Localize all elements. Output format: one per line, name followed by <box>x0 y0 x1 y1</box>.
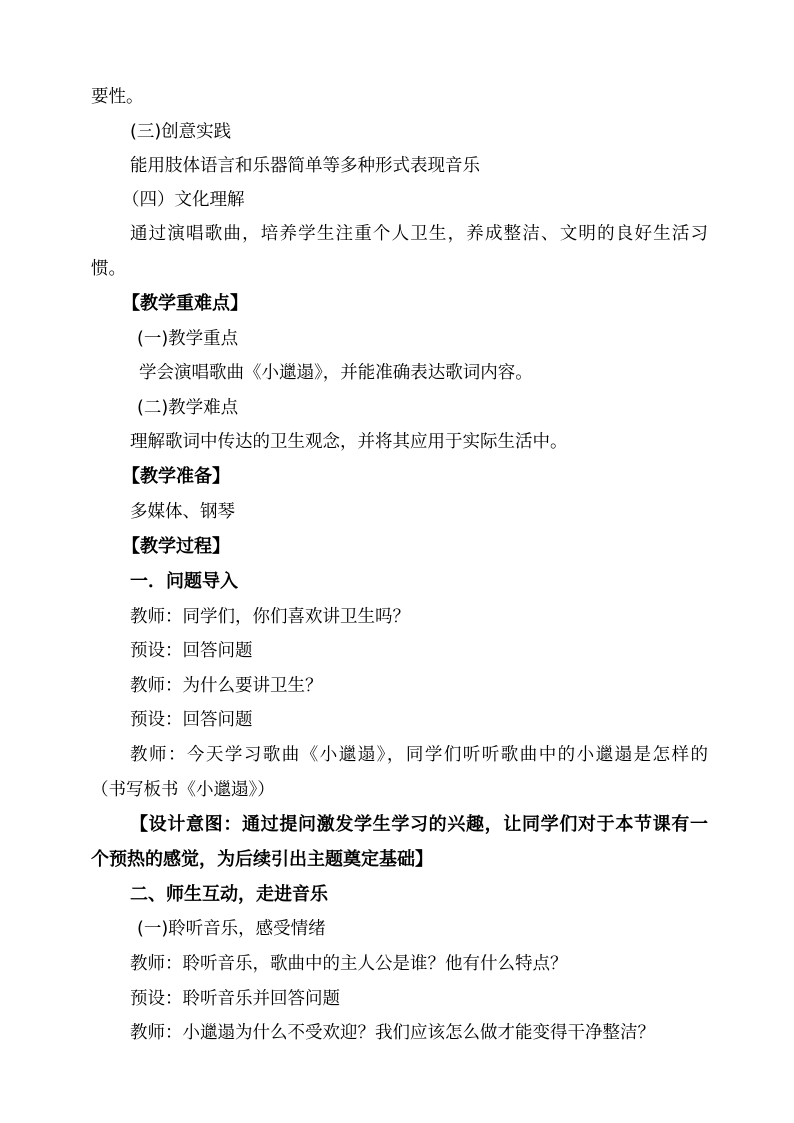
step-title-question-intro: 一．问题导入 <box>130 571 238 592</box>
section-title-teaching-preparation: 【教学准备】 <box>122 466 230 487</box>
subheading-listen-music: (一)聆听音乐，感受情绪 <box>137 919 326 939</box>
dialogue-line: 教师：同学们，你们喜欢讲卫生吗？ <box>130 607 410 627</box>
text-line: 理解歌词中传达的卫生观念，并将其应用于实际生活中。 <box>130 432 568 452</box>
text-line: 要性。 <box>91 87 144 107</box>
text-line: 能用肢体语言和乐器简单等多种形式表现音乐 <box>130 156 480 176</box>
dialogue-line: 预设：聆听音乐并回答问题 <box>130 989 340 1009</box>
text-line: 惯。 <box>91 259 126 279</box>
text-line: 通过演唱歌曲，培养学生注重个人卫生，养成整洁、文明的良好生活习 <box>130 224 708 244</box>
dialogue-line: 教师：聆听音乐，歌曲中的主人公是谁？他有什么特点？ <box>130 954 568 974</box>
dialogue-line: 教师：今天学习歌曲《小邋遢》，同学们听听歌曲中的小邋遢是怎样的 <box>130 745 708 765</box>
text-line: 多媒体、钢琴 <box>130 502 235 522</box>
design-intent-note-continued: 个预热的感觉，为后续引出主题奠定基础】 <box>91 849 433 870</box>
subheading-teaching-focus: (一)教学重点 <box>137 329 239 349</box>
text-line: （书写板书《小邋遢》） <box>91 780 275 800</box>
text-line: 学会演唱歌曲《小邋遢》，并能准确表达歌词内容。 <box>139 363 533 383</box>
section-title-teaching-process: 【教学过程】 <box>122 536 230 557</box>
step-title-interaction: 二、师生互动，走进音乐 <box>130 884 328 905</box>
dialogue-line: 预设：回答问题 <box>130 641 253 661</box>
section-heading-cultural-understanding: （四）文化理解 <box>122 190 245 210</box>
dialogue-line: 教师：为什么要讲卫生？ <box>130 676 323 696</box>
section-title-key-difficult-points: 【教学重难点】 <box>122 293 248 314</box>
dialogue-line: 教师：小邋遢为什么不受欢迎？我们应该怎么做才能变得干净整洁？ <box>130 1023 655 1043</box>
design-intent-note: 【设计意图：通过提问激发学生学习的兴趣，让同学们对于本节课有一 <box>130 814 708 835</box>
dialogue-line: 预设：回答问题 <box>130 710 253 730</box>
section-heading-creative-practice: (三)创意实践 <box>130 122 232 142</box>
subheading-teaching-difficulty: (二)教学难点 <box>137 398 239 418</box>
